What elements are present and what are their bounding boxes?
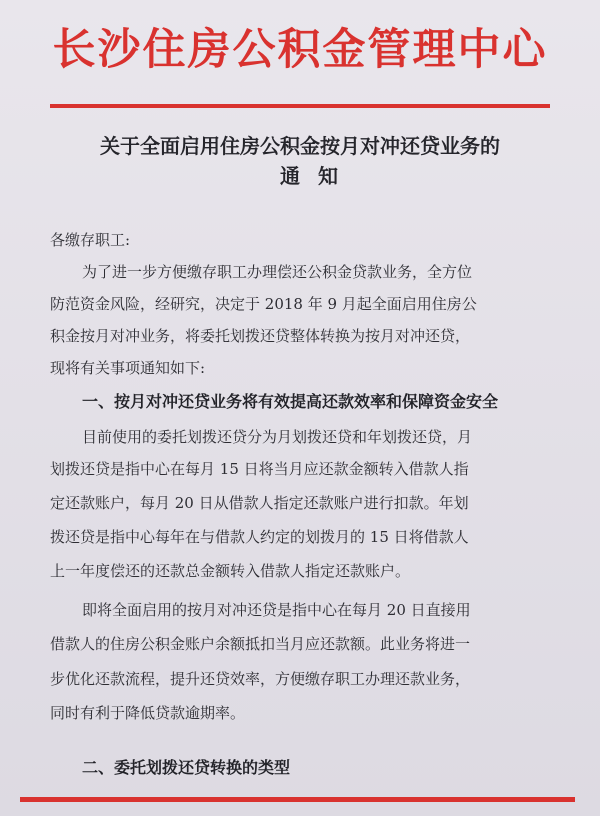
section-1-paragraph-1-line: 拨还贷是指中心每年在与借款人约定的划拨月的 15 日将借款人 [50, 528, 469, 546]
intro-line: 积金按月对冲业务，将委托划拨还贷整体转换为按月对冲还贷， [50, 327, 471, 345]
red-divider-bottom [20, 797, 575, 802]
section-1-paragraph-2-line: 步优化还款流程，提升还贷效率，方便缴存职工办理还款业务， [50, 670, 471, 688]
red-divider-top [50, 104, 550, 108]
intro-line: 现将有关事项通知如下: [50, 359, 206, 377]
document-title-line-2: 通知 [280, 164, 356, 188]
section-1-paragraph-1-line: 目前使用的委托划拨还贷分为月划拨还贷和年划拨还贷，月 [82, 428, 473, 446]
section-1-paragraph-1-line: 上一年度偿还的还款总金额转入借款人指定还款账户。 [50, 562, 411, 580]
section-1-heading: 一、按月对冲还贷业务将有效提高还款效率和保障资金安全 [82, 392, 499, 411]
section-2-heading: 二、委托划拨还贷转换的类型 [82, 758, 291, 777]
section-1-paragraph-2-line: 借款人的住房公积金账户余额抵扣当月应还款额。此业务将进一 [50, 635, 471, 653]
salutation: 各缴存职工: [50, 231, 131, 249]
intro-line: 为了进一步方便缴存职工办理偿还公积金贷款业务，全方位 [82, 263, 473, 281]
section-1-paragraph-1-line: 划拨还贷是指中心在每月 15 日将当月应还款金额转入借款人指 [50, 460, 469, 478]
section-1-paragraph-2-line: 同时有利于降低贷款逾期率。 [50, 704, 246, 722]
section-1-paragraph-1-line: 定还款账户，每月 20 日从借款人指定还款账户进行扣款。年划 [50, 494, 469, 512]
intro-line: 防范资金风险，经研究，决定于 2018 年 9 月起全面启用住房公 [50, 295, 477, 313]
organization-header: 长沙住房公积金管理中心 [52, 25, 548, 75]
section-1-paragraph-2-line: 即将全面启用的按月对冲还贷是指中心在每月 20 日直接用 [82, 601, 471, 619]
document-title-line-1: 关于全面启用住房公积金按月对冲还贷业务的 [100, 134, 500, 158]
